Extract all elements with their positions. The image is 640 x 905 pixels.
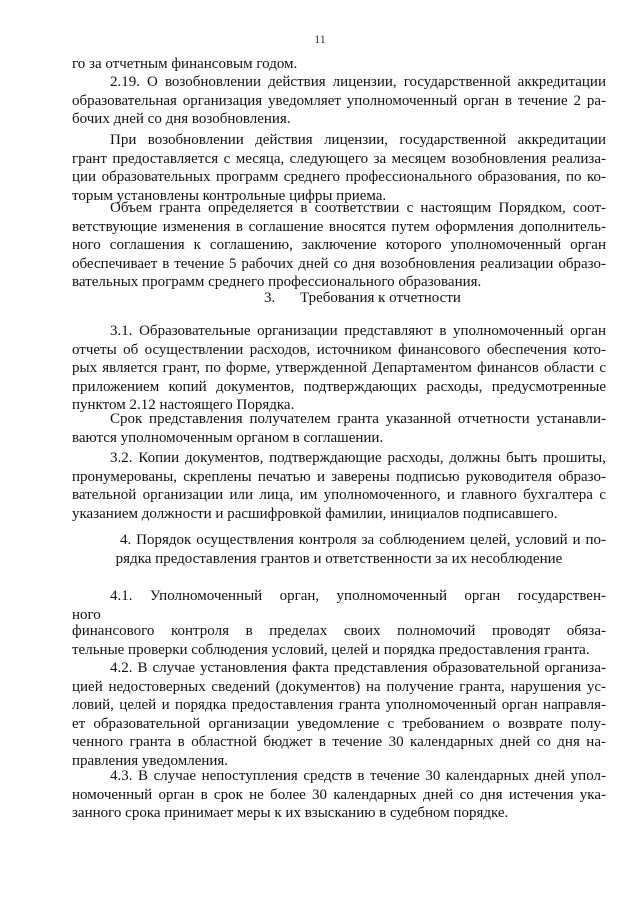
text-line: ваются уполномоченным органом в соглашении. bbox=[72, 429, 384, 446]
heading-line: рядка предоставления грантов и ответственности за их несоблюдение bbox=[115, 550, 563, 567]
section-4-heading bbox=[72, 531, 606, 568]
text-line: вательной организации или лица, им уполномоченного, и главного бухгалтера с bbox=[72, 487, 606, 503]
section-title: Требования к отчетности bbox=[300, 290, 461, 306]
text-line: ловий, целей и порядка предоставления гранта уполномоченный орган направля- bbox=[72, 697, 606, 713]
text-line: обеспечивает в течение 5 рабочих дней со дня возобновления реализации образо- bbox=[72, 255, 606, 272]
text-line: Срок представления получателем гранта указанной отчетности устанавли- bbox=[110, 411, 606, 427]
text-line: грант предоставляется с месяца, следующего за месяцем возобновления реализа- bbox=[72, 150, 606, 167]
paragraph-4-3 bbox=[72, 767, 606, 823]
text-line: рых является грант, по форме, утвержденной Департаментом финансов области с bbox=[72, 360, 606, 376]
text-line: образовательная организация уведомляет уполномоченный орган в течение 2 ра- bbox=[72, 92, 606, 109]
paragraph-deadline bbox=[72, 410, 606, 447]
text-line: приложением копий документов, подтверждающих расходы, предусмотренные bbox=[72, 378, 606, 395]
page-number: 11 bbox=[314, 32, 326, 46]
text-line: го за отчетным финансовым годом. bbox=[72, 56, 298, 72]
text-line: вательных программ среднего профессионального образования. bbox=[72, 274, 482, 290]
text-line: занного срока принимает меры к их взысканию в судебном порядке. bbox=[72, 805, 509, 821]
text-line: ветствующие изменения в соглашение вносятся путем оформления дополнитель- bbox=[72, 218, 606, 235]
paragraph-3-1 bbox=[72, 322, 606, 415]
paragraph-volume bbox=[72, 199, 606, 292]
text-line: 4.2. В случае установления факта представления образовательной организа- bbox=[110, 660, 606, 676]
text-line: правления уведомления. bbox=[72, 752, 229, 769]
text-line: тельные проверки соблюдения условий, целей и порядка предоставления гранта. bbox=[72, 641, 590, 658]
text-line: цией недостоверных сведений (документов) на получение гранта, нарушения ус- bbox=[72, 678, 606, 695]
text-line: 2.19. О возобновлении действия лицензии, государственной аккредитации bbox=[110, 74, 606, 90]
text-line: номоченный орган в срок не более 30 календарных дней со дня истечения ука- bbox=[72, 786, 606, 803]
text-line: ного bbox=[72, 606, 101, 623]
paragraph-2-19 bbox=[72, 73, 606, 129]
continuation-line bbox=[72, 55, 606, 74]
text-line: указанием должности и расшифровкой фамилии, инициалов подписавшего. bbox=[72, 505, 558, 522]
text-line: торым установлены контрольные цифры приема. bbox=[72, 187, 387, 204]
text-line: ченного гранта в областной бюджет в течение 30 календарных дней со дня на- bbox=[72, 734, 606, 750]
paragraph-4-2 bbox=[72, 659, 606, 770]
text-line: ного соглашения к соглашению, заключение которого уполномоченный орган bbox=[72, 237, 606, 253]
text-line: 3.2. Копии документов, подтверждающие расходы, должны быть прошиты, bbox=[110, 450, 606, 466]
text-line: 4.3. В случае непоступления средств в течение 30 календарных дней упол- bbox=[110, 768, 606, 784]
paragraph-3-2 bbox=[72, 449, 606, 523]
text-line: 4.1. Уполномоченный орган, уполномоченный орган государствен- bbox=[110, 588, 606, 604]
text-line: Объем гранта определяется в соответствии с настоящим Порядком, соот- bbox=[110, 200, 606, 216]
text-line: пронумерованы, скреплены печатью и заверены подписью руководителя образо- bbox=[72, 468, 606, 485]
text-line: ции образовательных программ среднего профессионального образования, по ко- bbox=[72, 169, 606, 185]
section-number: 3. bbox=[264, 290, 276, 306]
heading-line: 4. Порядок осуществления контроля за соблюдением целей, условий и по- bbox=[120, 532, 606, 548]
text-line: При возобновлении действия лицензии, государственной аккредитации bbox=[110, 132, 606, 148]
paragraph-4-1-cont bbox=[72, 622, 606, 659]
text-line: 3.1. Образовательные организации представляют в уполномоченный орган bbox=[110, 323, 606, 339]
paragraph-resume bbox=[72, 131, 606, 205]
text-line: ет образовательной организации уведомление с требованием о возврате полу- bbox=[72, 715, 606, 732]
text-line: пунктом 2.12 настоящего Порядка. bbox=[72, 397, 295, 413]
text-line: отчеты об осуществлении расходов, источником финансового обеспечения кото- bbox=[72, 341, 606, 358]
text-line: бочих дней со дня возобновления. bbox=[72, 111, 291, 127]
text-line: финансового контроля в пределах своих полномочий проводят обяза- bbox=[72, 623, 606, 639]
paragraph-4-1 bbox=[72, 587, 606, 624]
